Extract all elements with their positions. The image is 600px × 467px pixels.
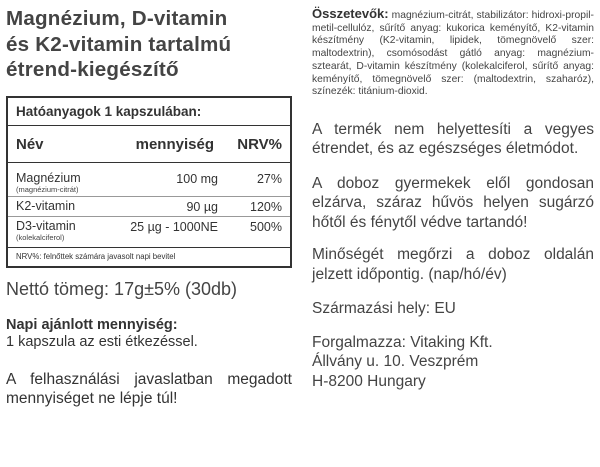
daily-dose-value: 1 kapszula az esti étkezéssel. [6,333,198,350]
ingredient-subname: (magnézium-citrát) [16,184,79,194]
ingredient-cell [16,219,96,242]
ingredient-amount: 100 mg [176,171,218,186]
ingredient-subname: (kolekalciferol) [16,232,65,242]
table-row [8,216,290,244]
column-header-name: Név [16,135,44,153]
ingredient-nrv: 27% [256,171,282,186]
title-line: étrend-kiegészítő [6,58,179,81]
ingredient-amount: 25 µg - 1000NE [130,219,218,234]
best-before-notice: Minőségét megőrzi a doboz oldalán jelzett időpontig. (nap/hó/év) [312,246,594,283]
left-column [6,6,292,409]
right-column [312,8,594,391]
net-weight: Nettó tömeg: 17g±5% (30db) [6,278,238,299]
ingredient-nrv: 500% [250,219,282,234]
ingredient-cell [16,199,136,213]
column-header-nrv: NRV% [237,135,282,153]
column-header-amount: mennyiség [135,135,214,153]
ingredient-cell [16,171,136,194]
ingredients-block [312,8,594,99]
table-row [8,169,290,196]
distributor-line: Forgalmazza: Vitaking Kft. [312,333,493,351]
ingredient-name: K2-vitamin [16,198,76,213]
distributor-line: H-8200 Hungary [312,372,426,390]
ingredient-amount: 90 µg [186,199,218,214]
ingredient-nrv: 120% [250,199,282,214]
product-title [6,6,292,83]
ingredient-name: Magnézium [16,170,81,185]
title-line: Magnézium, D-vitamin [6,7,228,30]
table-heading: Hatóanyagok 1 kapszulában: [8,98,290,126]
nrv-footnote: NRV%: felnőttek számára javasolt napi bevitel [16,251,176,261]
table-column-headers [8,126,290,163]
origin-text: Származási hely: EU [312,300,456,318]
distributor-line: Állvány u. 10. Veszprém [312,353,479,371]
daily-dose-heading: Napi ajánlott mennyiség: [6,316,178,333]
nutrition-table [6,96,292,268]
ingredient-name: D3-vitamin [16,218,76,233]
table-body [8,163,290,248]
title-line: és K2-vitamin tartalmú [6,32,232,56]
distributor-block [312,333,594,392]
table-row [8,196,290,216]
ingredients-text: magnézium-citrát, stabilizátor: hidroxi-propil-metil-cellulóz, sűrítő anyag: kukorica keményítő, K2-vitamin készítmény (K2-vitamin, lipidek, tömegnövelő szer: maltodextrin), csomósodást gátló anyag: magnézium-sztearát, D-vitamin készítmény (kolekalciferol, sűrítő anyag: keményítő, tömegnövelő szer: (maltodextrin, szaharóz), színezék: titánium-dioxid. [312,10,594,98]
storage-notice: A doboz gyermekek elől gondosan elzárva, száraz hűvös helyen sugárzó hőtől és fénytől védve tartandó! [312,174,594,231]
ingredients-label: Összetevők: [312,6,389,21]
dose-warning: A felhasználási javaslatban megadott mennyiséget ne lépje túl! [6,370,292,407]
diet-notice: A termék nem helyettesíti a vegyes étrendet, és az egészséges életmódot. [312,120,594,158]
